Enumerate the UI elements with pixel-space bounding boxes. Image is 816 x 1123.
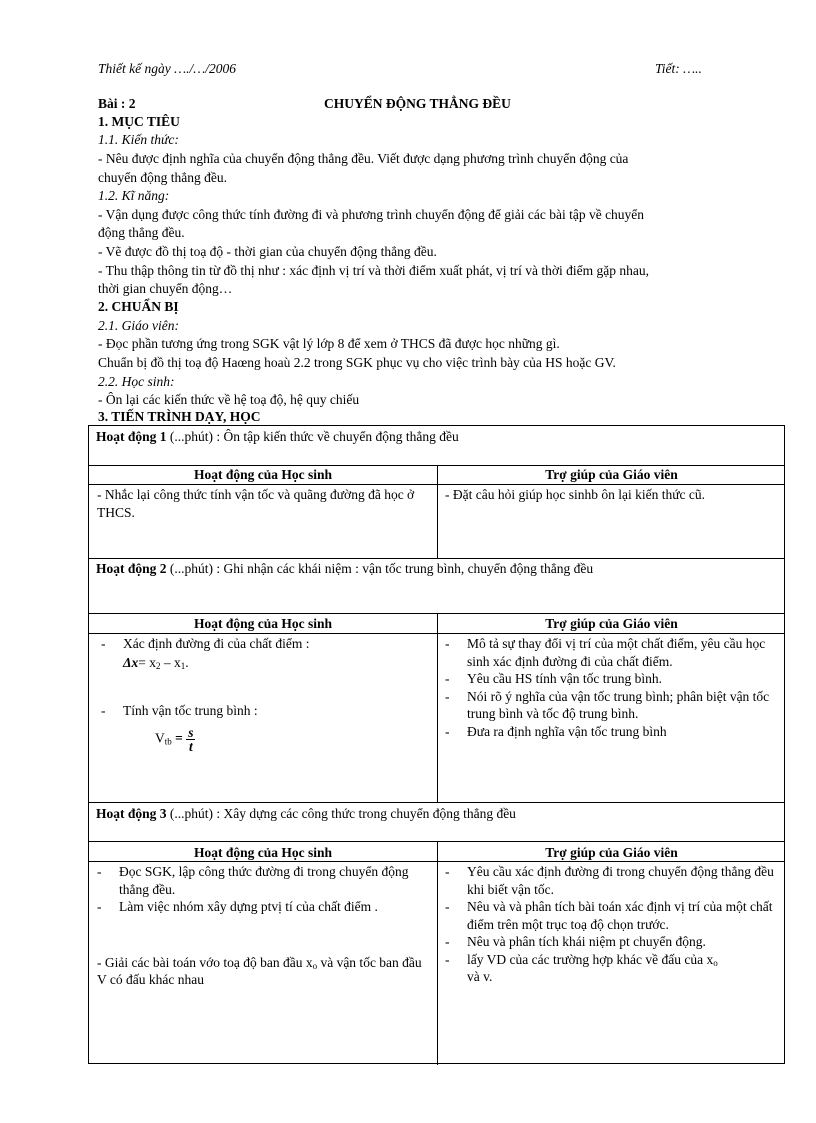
teacher-step: - Yêu cầu HS tính vận tốc trung bình. — [441, 670, 781, 688]
teacher-step: - Nêu và phân tích khái niệm pt chuyển động. — [441, 933, 781, 951]
teacher-step: - Đưa ra định nghĩa vận tốc trung bình — [441, 723, 781, 741]
section-3-title: 3. TIẾN TRÌNH DẠY, HỌC — [98, 409, 261, 424]
section-2-1-title: 2.1. Giáo viên: — [98, 318, 179, 333]
skill-line: - Vận dụng được công thức tính đường đi và phương trình chuyển động để giải các bài tập về chuyển — [98, 207, 645, 222]
student-step: - Giải các bài toán vớo toạ độ ban đầu $x_o$ và vận tốc ban đầu V có đấu khác nhau — [97, 954, 422, 987]
col-student-header: Hoạt động của Học sinh — [193, 467, 333, 482]
section-1-1-title: 1.1. Kiến thức: — [98, 132, 179, 147]
period-number: Tiết: ….. — [655, 61, 702, 76]
col-teacher-header: Trợ giúp của Giáo viên — [545, 845, 678, 860]
lesson-title: CHUYỂN ĐỘNG THẲNG ĐỀU — [324, 96, 511, 111]
activity-3-teacher — [441, 863, 781, 986]
activity-3-student — [93, 863, 433, 989]
activity-1-teacher: - Đặt câu hỏi giúp học sinhb ôn lại kiến thức cũ. — [445, 487, 706, 502]
teacher-step: - Yêu cầu xác định đường đi trong chuyển động thẳng đều khi biết vận tốc. — [441, 863, 781, 898]
activities-table — [88, 425, 785, 1064]
section-1-title: 1. MỤC TIÊU — [98, 114, 180, 129]
skill-line: - Vẽ được đồ thị toạ độ - thời gian của chuyển động thẳng đều. — [98, 244, 437, 259]
lesson-number: Bài : 2 — [98, 96, 136, 111]
displacement-formula: $\Delta x= x_2 - x_1$. — [123, 654, 189, 671]
skill-line: - Thu thập thông tin từ đồ thị như : xác định vị trí và thời điểm xuất phát, vị trí và thời điểm gặp nhau, — [98, 263, 649, 278]
teacher-step: - Nói rõ ý nghĩa của vận tốc trung bình; phân biệt vận tốc trung bình và tốc độ trung bình. — [441, 688, 781, 723]
activity-2-teacher — [441, 635, 781, 740]
skill-line: động thẳng đều. — [98, 225, 185, 240]
student-step: - Đọc SGK, lập công thức đường đi trong chuyển động thẳng đều. — [93, 863, 433, 898]
design-date: Thiết kế ngày …./…/2006 — [98, 61, 236, 76]
teacher-step: - Mô tả sự thay đổi vị trí của một chất điểm, yêu cầu học sinh xác định đường đi của chất điểm. — [441, 635, 781, 670]
activity-1-student: - Nhắc lại công thức tính vận tốc và quãng đường đã học ở THCS. — [97, 487, 415, 520]
col-student-header: Hoạt động của Học sinh — [193, 845, 333, 860]
teacher-step: - lấy VD của các trường hợp khác về đấu của $x_o$ và v. — [441, 951, 781, 986]
skill-line: thời gian chuyển động… — [98, 281, 233, 296]
section-2-2-title: 2.2. Học sinh: — [98, 374, 175, 389]
teacher-prep-line: Chuẩn bị đồ thị toạ độ Haœng hoaù 2.2 trong SGK phục vụ cho việc trình bày của HS hoặc GV. — [98, 355, 616, 370]
section-1-2-title: 1.2. Kĩ năng: — [98, 188, 170, 203]
student-step: - Làm việc nhóm xây dựng ptvị tí của chất điểm . — [93, 898, 433, 916]
section-2-title: 2. CHUẨN BỊ — [98, 299, 179, 314]
average-velocity-formula: $V_{tb}$ = $\frac{s}{t}$ — [155, 724, 194, 754]
knowledge-line: - Nêu được định nghĩa của chuyển động thẳng đều. Viết được dạng phương trình chuyển động của — [98, 151, 629, 166]
student-prep-line: - Ôn lại các kiến thức về hệ toạ độ, hệ quy chiếu — [98, 392, 360, 407]
col-student-header: Hoạt động của Học sinh — [193, 616, 333, 631]
col-teacher-header: Trợ giúp của Giáo viên — [545, 467, 678, 482]
activity-1-title: Hoạt động 1 (...phút) : Ôn tập kiến thức về chuyển động thẳng đều — [96, 429, 459, 444]
activity-2-student: - Xác định đường đi của chất điểm : $\Delta x= x_2 - x_1$. - Tính vận tốc trung bình : $V_{tb}$ = $\frac{s}{t}$ — [97, 635, 432, 753]
col-teacher-header: Trợ giúp của Giáo viên — [545, 616, 678, 631]
teacher-prep-line: - Đọc phần tương ứng trong SGK vật lý lớp 8 để xem ở THCS đã được học những gì. — [98, 336, 560, 351]
activity-2-title: Hoạt động 2 (...phút) : Ghi nhận các khái niệm : vận tốc trung bình, chuyển động thẳng đều — [96, 561, 594, 576]
knowledge-line: chuyển động thẳng đều. — [98, 170, 227, 185]
teacher-step: - Nêu và và phân tích bài toán xác định vị trí của một chất điểm trên một trục toạ độ chọn trước. — [441, 898, 781, 933]
activity-3-title: Hoạt động 3 (...phút) : Xây dựng các công thức trong chuyển động thẳng đều — [96, 806, 516, 821]
